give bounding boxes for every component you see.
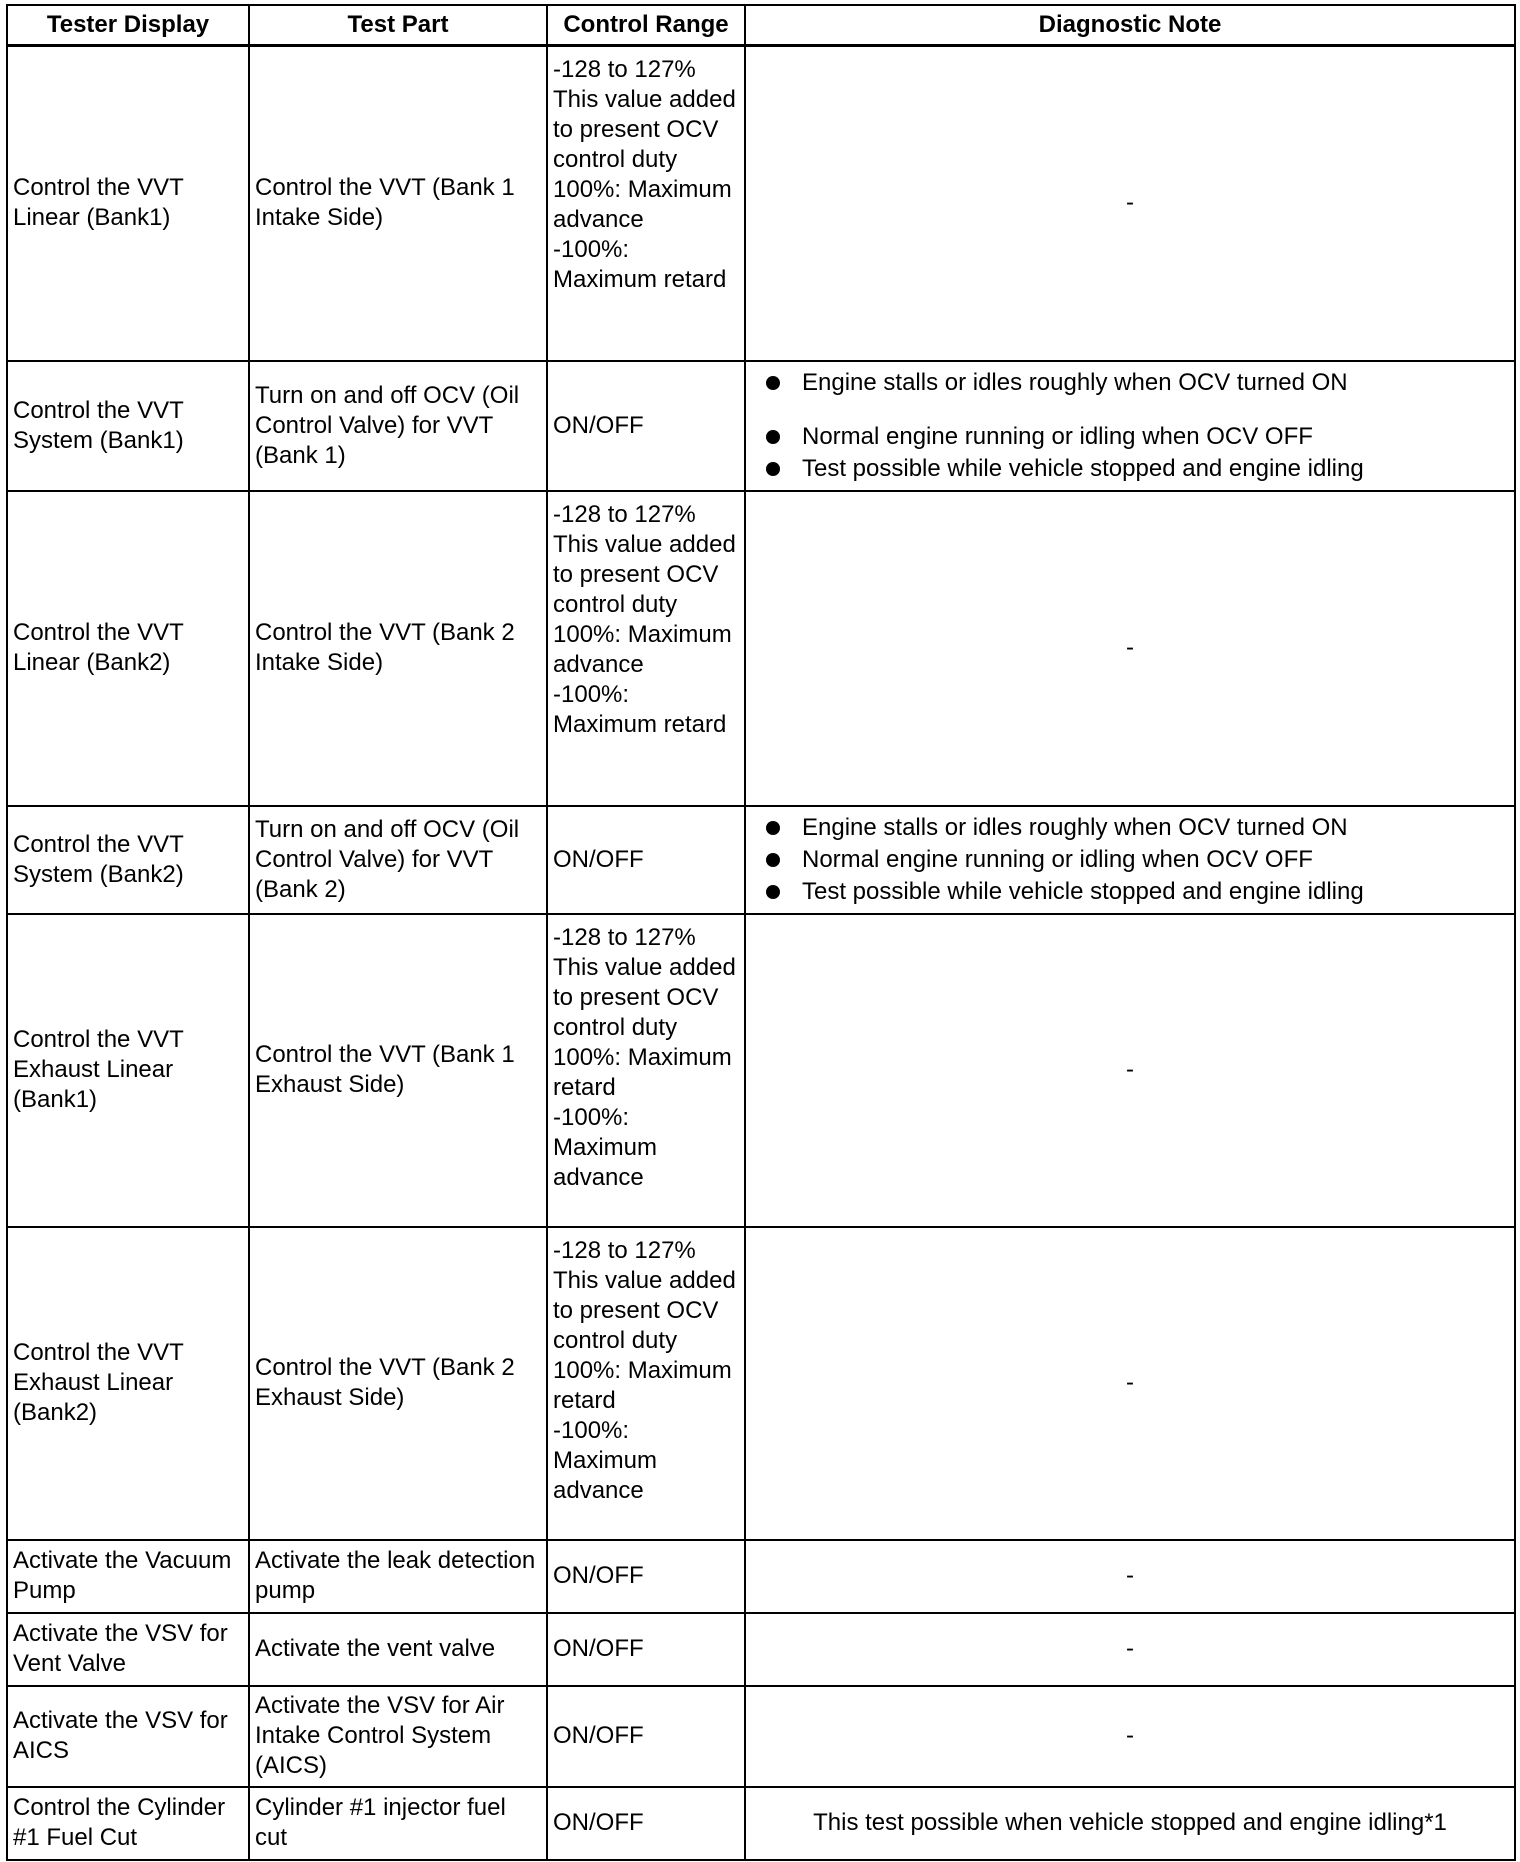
- cell-diagnostic-note: -: [745, 1227, 1515, 1540]
- cell-diagnostic-note: [745, 361, 1515, 491]
- cell-tester-display: Control the VVT Linear (Bank2): [7, 491, 249, 806]
- cell-tester-display: Control the VVT Exhaust Linear (Bank2): [7, 1227, 249, 1540]
- table-row: [7, 914, 1515, 1227]
- note-text: Test possible while vehicle stopped and engine idling: [802, 877, 1364, 905]
- cell-diagnostic-note: -: [745, 1686, 1515, 1787]
- table-row: [7, 491, 1515, 806]
- note-text: Test possible while vehicle stopped and engine idling: [802, 454, 1364, 482]
- cell-control-range: ON/OFF: [547, 361, 745, 491]
- table-row: [7, 361, 1515, 491]
- cell-test-part: Activate the vent valve: [249, 1613, 547, 1686]
- cell-test-part: Control the VVT (Bank 1 Exhaust Side): [249, 914, 547, 1227]
- cell-control-range: -128 to 127% This value added to present OCV control duty 100%: Maximum retard -100%: Maximum advance: [547, 914, 745, 1227]
- cell-tester-display: Activate the Vacuum Pump: [7, 1540, 249, 1613]
- list-item: [766, 876, 1509, 908]
- note-text: Normal engine running or idling when OCV OFF: [802, 845, 1313, 873]
- list-item: [766, 421, 1509, 453]
- cell-diagnostic-note: -: [745, 1613, 1515, 1686]
- cell-diagnostic-note: This test possible when vehicle stopped and engine idling*1: [745, 1787, 1515, 1860]
- cell-control-range: ON/OFF: [547, 1613, 745, 1686]
- note-text: Engine stalls or idles roughly when OCV turned ON: [802, 813, 1348, 841]
- cell-control-range: ON/OFF: [547, 1686, 745, 1787]
- header-tester-display: Tester Display: [7, 5, 249, 46]
- cell-tester-display: Control the VVT System (Bank1): [7, 361, 249, 491]
- header-test-part: Test Part: [249, 5, 547, 46]
- header-control-range: Control Range: [547, 5, 745, 46]
- cell-test-part: Control the VVT (Bank 2 Exhaust Side): [249, 1227, 547, 1540]
- table-row: [7, 806, 1515, 914]
- table-row: [7, 1540, 1515, 1613]
- bullet-icon: [766, 885, 780, 899]
- bullet-icon: [766, 821, 780, 835]
- cell-test-part: Control the VVT (Bank 2 Intake Side): [249, 491, 547, 806]
- cell-test-part: Turn on and off OCV (Oil Control Valve) for VVT (Bank 2): [249, 806, 547, 914]
- list-item: [766, 367, 1509, 399]
- cell-tester-display: Activate the VSV for Vent Valve: [7, 1613, 249, 1686]
- cell-control-range: ON/OFF: [547, 1540, 745, 1613]
- note-text: Normal engine running or idling when OCV OFF: [802, 422, 1313, 450]
- cell-tester-display: Control the Cylinder #1 Fuel Cut: [7, 1787, 249, 1860]
- cell-diagnostic-note: -: [745, 491, 1515, 806]
- cell-control-range: -128 to 127% This value added to present OCV control duty 100%: Maximum advance -100%: Maximum retard: [547, 491, 745, 806]
- cell-test-part: Activate the leak detection pump: [249, 1540, 547, 1613]
- cell-tester-display: Activate the VSV for AICS: [7, 1686, 249, 1787]
- cell-diagnostic-note: -: [745, 1540, 1515, 1613]
- table-row: [7, 1686, 1515, 1787]
- active-test-table: [6, 4, 1516, 1861]
- cell-test-part: Activate the VSV for Air Intake Control System (AICS): [249, 1686, 547, 1787]
- cell-control-range: ON/OFF: [547, 1787, 745, 1860]
- cell-diagnostic-note: -: [745, 914, 1515, 1227]
- note-text: Engine stalls or idles roughly when OCV turned ON: [802, 368, 1348, 396]
- table-row: [7, 46, 1515, 361]
- bullet-icon: [766, 462, 780, 476]
- list-item: [766, 812, 1509, 844]
- cell-tester-display: Control the VVT Linear (Bank1): [7, 46, 249, 361]
- cell-control-range: -128 to 127% This value added to present OCV control duty 100%: Maximum retard -100%: Maximum advance: [547, 1227, 745, 1540]
- diagnostic-note-list: [766, 812, 1509, 908]
- bullet-icon: [766, 430, 780, 444]
- cell-test-part: Cylinder #1 injector fuel cut: [249, 1787, 547, 1860]
- diagnostic-note-list: [766, 367, 1509, 485]
- header-diagnostic-note: Diagnostic Note: [745, 5, 1515, 46]
- table-row: [7, 1613, 1515, 1686]
- cell-test-part: Turn on and off OCV (Oil Control Valve) for VVT (Bank 1): [249, 361, 547, 491]
- cell-test-part: Control the VVT (Bank 1 Intake Side): [249, 46, 547, 361]
- cell-control-range: ON/OFF: [547, 806, 745, 914]
- table-header-row: [7, 5, 1515, 46]
- cell-diagnostic-note: [745, 806, 1515, 914]
- cell-tester-display: Control the VVT Exhaust Linear (Bank1): [7, 914, 249, 1227]
- cell-diagnostic-note: -: [745, 46, 1515, 361]
- list-item: [766, 844, 1509, 876]
- bullet-icon: [766, 853, 780, 867]
- table-row: [7, 1227, 1515, 1540]
- list-item: [766, 453, 1509, 485]
- active-test-table-container: [6, 4, 1514, 1861]
- table-row: [7, 1787, 1515, 1860]
- cell-tester-display: Control the VVT System (Bank2): [7, 806, 249, 914]
- cell-control-range: -128 to 127% This value added to present OCV control duty 100%: Maximum advance -100%: Maximum retard: [547, 46, 745, 361]
- bullet-icon: [766, 376, 780, 390]
